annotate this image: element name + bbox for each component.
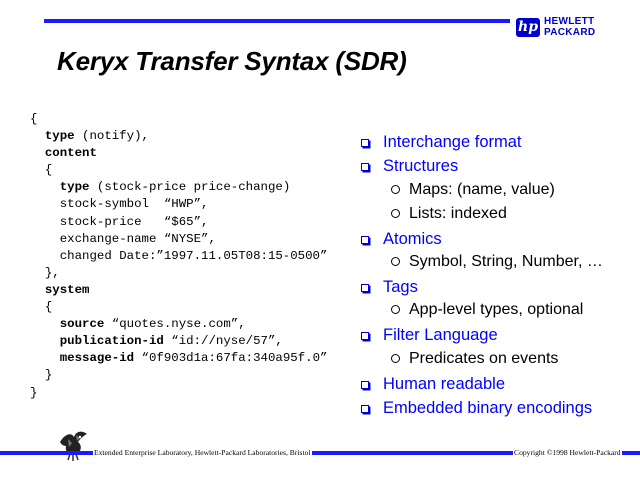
bullet-label: Filter Language [383, 326, 498, 345]
code-text: (stock-price price-change) [89, 180, 291, 195]
code-keyword: type [44, 129, 75, 144]
hp-logo-line1: HEWLETT [544, 16, 595, 27]
code-line [30, 248, 327, 265]
code-keyword: type [59, 180, 90, 195]
bullet-label: Atomics [383, 229, 442, 248]
code-line [30, 385, 327, 402]
circle-bullet-icon [391, 305, 400, 314]
sub-bullet-label: Maps: (name, value) [409, 180, 555, 198]
code-block [30, 111, 327, 402]
header-rule [44, 19, 510, 23]
code-line [30, 145, 327, 162]
bullet-label: Embedded binary encodings [383, 398, 593, 417]
code-line [30, 214, 327, 231]
bullet-label: Tags [383, 277, 418, 296]
code-line [30, 128, 327, 145]
code-text: exchange-name “NYSE”, [30, 231, 216, 246]
code-text: } [30, 385, 38, 400]
square-bullet-icon [361, 381, 369, 389]
code-text: (notify), [74, 129, 149, 144]
code-line [30, 350, 327, 367]
hp-logo-icon: hp [516, 18, 540, 37]
code-text [30, 334, 60, 348]
circle-bullet-icon [391, 209, 400, 218]
circle-bullet-icon [391, 354, 400, 363]
code-text: “id://nyse/57”, [163, 334, 283, 349]
code-keyword: message-id [59, 351, 135, 366]
sub-bullet-label: App-level types, optional [409, 301, 584, 319]
footer-copyright: Copyright ©1998 Hewlett-Packard [514, 448, 621, 457]
code-line [30, 179, 327, 196]
code-text: “quotes.nyse.com”, [104, 317, 246, 332]
code-text: { [30, 300, 53, 315]
code-line [30, 333, 327, 350]
sub-bullet-label: Symbol, String, Number, … [409, 252, 603, 270]
code-keyword: system [44, 282, 90, 297]
slide-title: Keryx Transfer Syntax (SDR) [57, 46, 407, 76]
code-keyword: source [59, 317, 105, 332]
square-bullet-icon [361, 236, 369, 244]
code-line [30, 367, 327, 384]
code-text [30, 283, 45, 297]
circle-bullet-icon [391, 257, 400, 266]
bullet-label: Structures [383, 157, 459, 176]
square-bullet-icon [361, 139, 369, 147]
square-bullet-icon [361, 332, 369, 340]
square-bullet-icon [361, 284, 369, 292]
code-text: { [30, 163, 53, 178]
code-text [30, 129, 45, 143]
bullet-label: Human readable [383, 374, 505, 393]
code-text: { [30, 112, 38, 126]
code-line [30, 282, 327, 299]
code-line [30, 111, 327, 128]
square-bullet-icon [361, 163, 369, 171]
code-line [30, 231, 327, 248]
code-text: }, [30, 265, 60, 280]
code-text [30, 146, 45, 160]
circle-bullet-icon [391, 185, 400, 194]
square-bullet-icon [361, 405, 369, 413]
code-line [30, 299, 327, 316]
bullet-label: Interchange format [383, 133, 522, 151]
code-keyword: publication-id [59, 334, 164, 349]
code-text: “0f903d1a:67fa:340a95f.0” [134, 351, 328, 366]
hp-logo [516, 14, 638, 42]
code-text: stock-price “$65”, [30, 214, 209, 229]
code-line [30, 265, 327, 282]
code-line [30, 316, 327, 333]
hp-logo-text [544, 17, 595, 38]
footer-lab-credit: Extended Enterprise Laboratory, Hewlett-Packard Laboratories, Bristol [94, 448, 311, 457]
sub-bullet-label: Lists: indexed [409, 204, 507, 222]
code-line [30, 196, 327, 213]
code-keyword: content [44, 146, 97, 161]
code-text: stock-symbol “HWP”, [30, 197, 209, 212]
code-text [30, 180, 60, 194]
eagle-icon [56, 428, 90, 462]
code-text [30, 317, 60, 331]
code-text: } [30, 368, 53, 383]
hp-logo-line2: PACKARD [544, 26, 596, 38]
code-text: changed Date:”1997.11.05T08:15-0500” [30, 248, 328, 263]
code-text [30, 351, 60, 365]
sub-bullet-label: Predicates on events [409, 349, 559, 367]
code-line [30, 162, 327, 179]
